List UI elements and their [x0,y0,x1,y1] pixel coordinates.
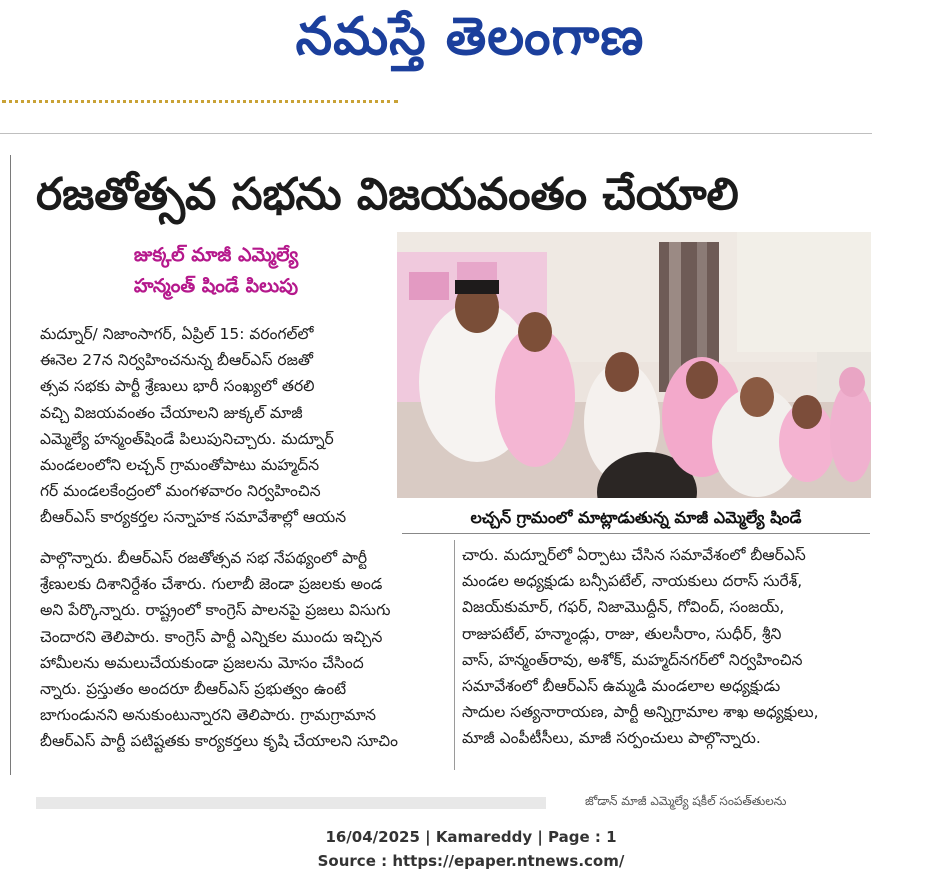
news-photo [397,232,871,498]
subhead-line-1: జుక్కల్ మాజీ ఎమ్మెల్యే [133,244,299,266]
body-line: బీఆర్ఎస్ పార్టీ పటిష్టతకు కార్యకర్తలు కృషి చేయాలని సూచిం [40,732,398,751]
body-line: చారు. మద్నూర్‌లో ఏర్పాటు చేసిన సమావేశంలో బీఆర్ఎస్ [462,546,806,564]
edition-date-line: 16/04/2025 | Kamareddy | Page : 1 [325,828,617,846]
body-line: మండల అధ్యక్షుడు బన్సీపటేల్, నాయకులు దరాస్ సురేశ్, [462,572,803,591]
article-subhead [40,240,392,302]
newspaper-logo: నమస్తే తెలంగాణ [295,6,645,67]
masthead [0,0,942,104]
body-line: సమావేశంలో బీఆర్ఎస్ ఉమ్మడి మండలాల అధ్యక్షుడు [462,676,781,695]
body-line: ఎమ్మెల్యే హన్మంత్‌షిండే పిలుపునిచ్చారు. మద్నూర్ [40,429,334,448]
body-line: సాదుల సత్యనారాయణ, పార్టీ అన్నిగ్రామాల శాఖ అధ్యక్షులు, [462,703,819,722]
masthead-dotted-rule [2,100,398,103]
body-line: బీఆర్ఎస్ కార్యకర్తల సన్నాహక సమావేశాల్లో ఆయన [40,508,347,527]
body-line: త్సవ సభకు పార్టీ శ్రేణులు భారీ సంఖ్యలో తరలి [40,377,315,396]
subhead-line-2: హన్మంత్ షిండే పిలుపు [133,275,299,297]
body-line: విజయ్‌కుమార్, గఫర్, నిజామొద్దీన్, గోవింద్, సంజయ్, [462,598,785,617]
photo-caption: లచ్చన్ గ్రామంలో మాట్లాడుతున్న మాజీ ఎమ్మెల్యే షిండే [402,503,870,534]
article-headline: రజతోత్సవ సభను విజయవంతం చేయాలి [36,169,739,220]
meeting-photo-illustration [397,232,871,498]
body-line: బాగుండునని అనుకుంటున్నారని తెలిపారు. గ్రామగ్రామాన [40,706,377,725]
column-divider [454,540,455,770]
body-line: శ్రేణులకు దిశానిర్దేశం చేశారు. గులాబీ జెండా ప్రజలకు అండ [40,575,383,594]
body-line: న్నారు. ప్రస్తుతం అందరూ బీఆర్ఎస్ ప్రభుత్వం ఉంటే [40,679,347,698]
cropped-image-strip [36,797,546,809]
body-line: మాజీ ఎంపీటీసీలు, మాజీ సర్పంచులు పాల్గొన్నారు. [462,729,761,748]
body-line: మద్నూర్/ నిజాంసాగర్, ఏప్రిల్ 15: వరంగల్‌లో [40,325,314,343]
body-line: అని పేర్కొన్నారు. రాష్ట్రంలో కాంగ్రెస్ పాలనపై ప్రజలు విసుగు [40,601,391,620]
body-line: వచ్చి విజయవంతం చేయాలని జుక్కల్ మాజీ [40,403,303,422]
body-line: వాస్, హన్మంత్‌రావు, అశోక్, మహ్మద్‌నగర్‌లో నిర్వహించిన [462,650,803,669]
left-margin-rule [10,155,11,775]
article-body-column-1-bottom [40,545,450,755]
source-url-line[interactable]: Source : https://epaper.ntnews.com/ [317,852,625,870]
body-line: రాజుపటేల్, హన్మాండ్లు, రాజు, తులసీరాం, సుధీర్, శ్రీని [462,624,782,643]
article-body-column-1-top [40,321,450,531]
body-line: మండలంలోని లచ్చన్ గ్రామంతోపాటు మహ్మద్‌న [40,455,320,474]
next-article-fragment: జోడాన్ మాజీ ఎమ్మెల్యే షకీల్ సంపత్‌తులను [585,794,787,808]
body-line: పాల్గొన్నారు. బీఆర్ఎస్ రజతోత్సవ సభ నేపథ్యంలో పార్టీ [40,549,368,567]
body-line: హామీలను అమలుచేయకుండా ప్రజలను మోసం చేసింద [40,653,364,672]
article-body-column-2 [462,542,872,752]
body-line: ఈనెల 27న నిర్వహించనున్న బీఆర్ఎస్ రజతో [40,351,314,370]
body-line: గర్ మండలకేంద్రంలో మంగళవారం నిర్వహించిన [40,482,321,501]
body-line: చెందారని తెలిపారు. కాంగ్రెస్ పార్టీ ఎన్నికల ముందు ఇచ్చిన [40,627,383,646]
page-divider [0,133,872,134]
